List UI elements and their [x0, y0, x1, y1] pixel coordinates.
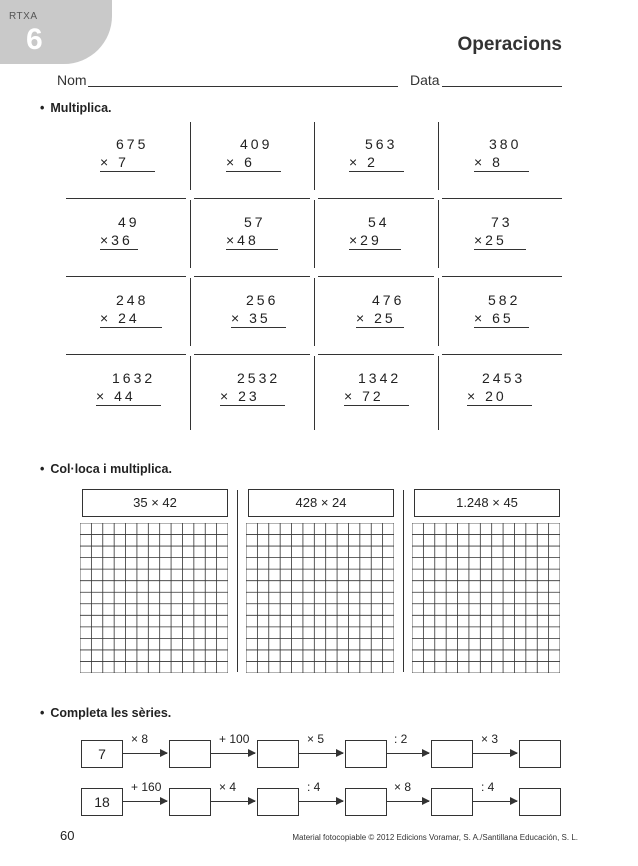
multiplicand: 2532 — [237, 370, 281, 386]
series-answer-box[interactable] — [169, 740, 211, 768]
tab-label: RTXA — [9, 11, 38, 22]
multiplicand: 675 — [116, 136, 149, 152]
series-arrow — [473, 753, 517, 754]
series-operation: : 2 — [394, 732, 408, 746]
section-multiply: • Multiplica. — [40, 101, 112, 115]
squared-grid[interactable] — [80, 523, 228, 673]
series-arrow — [211, 801, 255, 802]
series-arrow — [299, 753, 343, 754]
column-divider — [438, 356, 439, 430]
copyright: Material fotocopiable © 2012 Edicions Voramar, S. A./Santillana Educación, S. L. — [292, 833, 578, 842]
row-divider — [66, 276, 186, 277]
multiplicand: 73 — [491, 214, 513, 230]
multiplicand: 409 — [240, 136, 273, 152]
section-series: • Completa les sèries. — [40, 706, 171, 720]
multiplicand: 563 — [365, 136, 398, 152]
multiplier: × 25 — [356, 310, 404, 328]
multiplicand: 57 — [244, 214, 266, 230]
row-divider — [442, 198, 562, 199]
series-answer-box[interactable] — [345, 740, 387, 768]
series-answer-box[interactable] — [169, 788, 211, 816]
multiplier: × 7 — [100, 154, 155, 172]
series-operation: × 3 — [481, 732, 499, 746]
multiplier: × 65 — [474, 310, 529, 328]
squared-grid[interactable] — [246, 523, 394, 673]
multiplicand: 256 — [246, 292, 279, 308]
column-divider — [190, 122, 191, 190]
row-divider — [318, 354, 434, 355]
series-start: 18 — [81, 788, 123, 816]
series-start: 7 — [81, 740, 123, 768]
series-arrow — [473, 801, 517, 802]
series-answer-box[interactable] — [345, 788, 387, 816]
date-label: Data — [410, 72, 440, 88]
series-operation: × 8 — [394, 780, 412, 794]
series-arrow — [299, 801, 343, 802]
column-divider — [438, 122, 439, 190]
column-divider — [438, 278, 439, 346]
series-answer-box[interactable] — [519, 740, 561, 768]
multiplicand: 248 — [116, 292, 149, 308]
squared-grid[interactable] — [412, 523, 560, 673]
row-divider — [66, 198, 186, 199]
name-field[interactable] — [88, 86, 398, 87]
multiplier: ×36 — [100, 232, 138, 250]
multiplicand: 54 — [368, 214, 390, 230]
multiplier: × 20 — [467, 388, 532, 406]
date-field[interactable] — [442, 86, 562, 87]
row-divider — [194, 354, 310, 355]
series-answer-box[interactable] — [431, 788, 473, 816]
series-answer-box[interactable] — [519, 788, 561, 816]
series-arrow — [123, 753, 167, 754]
operation-box: 1.248 × 45 — [414, 489, 560, 517]
name-label: Nom — [57, 72, 87, 88]
series-arrow — [387, 753, 429, 754]
column-divider — [190, 278, 191, 346]
column-divider — [438, 200, 439, 268]
page-title: Operacions — [457, 34, 562, 55]
multiplier: × 2 — [349, 154, 404, 172]
row-divider — [318, 198, 434, 199]
multiplier: × 6 — [226, 154, 281, 172]
multiplicand: 582 — [488, 292, 521, 308]
column-divider — [314, 278, 315, 346]
header-tab — [0, 0, 112, 64]
multiplier: × 8 — [474, 154, 529, 172]
column-divider — [403, 490, 404, 672]
operation-box: 428 × 24 — [248, 489, 394, 517]
series-operation: × 5 — [307, 732, 325, 746]
tab-number: 6 — [26, 23, 43, 56]
row-divider — [66, 354, 186, 355]
column-divider — [237, 490, 238, 672]
multiplicand: 2453 — [482, 370, 526, 386]
multiplier: × 72 — [344, 388, 409, 406]
series-answer-box[interactable] — [431, 740, 473, 768]
column-divider — [314, 356, 315, 430]
series-operation: × 8 — [131, 732, 149, 746]
column-divider — [190, 200, 191, 268]
series-arrow — [211, 753, 255, 754]
multiplicand: 1632 — [112, 370, 156, 386]
column-divider — [314, 122, 315, 190]
multiplicand: 380 — [489, 136, 522, 152]
multiplier: ×25 — [474, 232, 526, 250]
multiplier: × 23 — [220, 388, 285, 406]
row-divider — [442, 354, 562, 355]
operation-box: 35 × 42 — [82, 489, 228, 517]
column-divider — [314, 200, 315, 268]
series-answer-box[interactable] — [257, 788, 299, 816]
row-divider — [194, 198, 310, 199]
series-arrow — [123, 801, 167, 802]
series-operation: + 100 — [219, 732, 250, 746]
multiplicand: 1342 — [358, 370, 402, 386]
section-place-multiply: • Col·loca i multiplica. — [40, 462, 172, 476]
series-operation: + 160 — [131, 780, 162, 794]
multiplier: × 35 — [231, 310, 286, 328]
multiplier: × 44 — [96, 388, 161, 406]
multiplicand: 49 — [118, 214, 140, 230]
series-operation: × 4 — [219, 780, 237, 794]
row-divider — [318, 276, 434, 277]
multiplier: ×29 — [349, 232, 401, 250]
series-answer-box[interactable] — [257, 740, 299, 768]
page-number: 60 — [60, 828, 75, 843]
column-divider — [190, 356, 191, 430]
series-arrow — [387, 801, 429, 802]
series-operation: : 4 — [481, 780, 495, 794]
multiplicand: 476 — [372, 292, 405, 308]
row-divider — [194, 276, 310, 277]
series-operation: : 4 — [307, 780, 321, 794]
multiplier: ×48 — [226, 232, 278, 250]
multiplier: × 24 — [100, 310, 162, 328]
row-divider — [442, 276, 562, 277]
